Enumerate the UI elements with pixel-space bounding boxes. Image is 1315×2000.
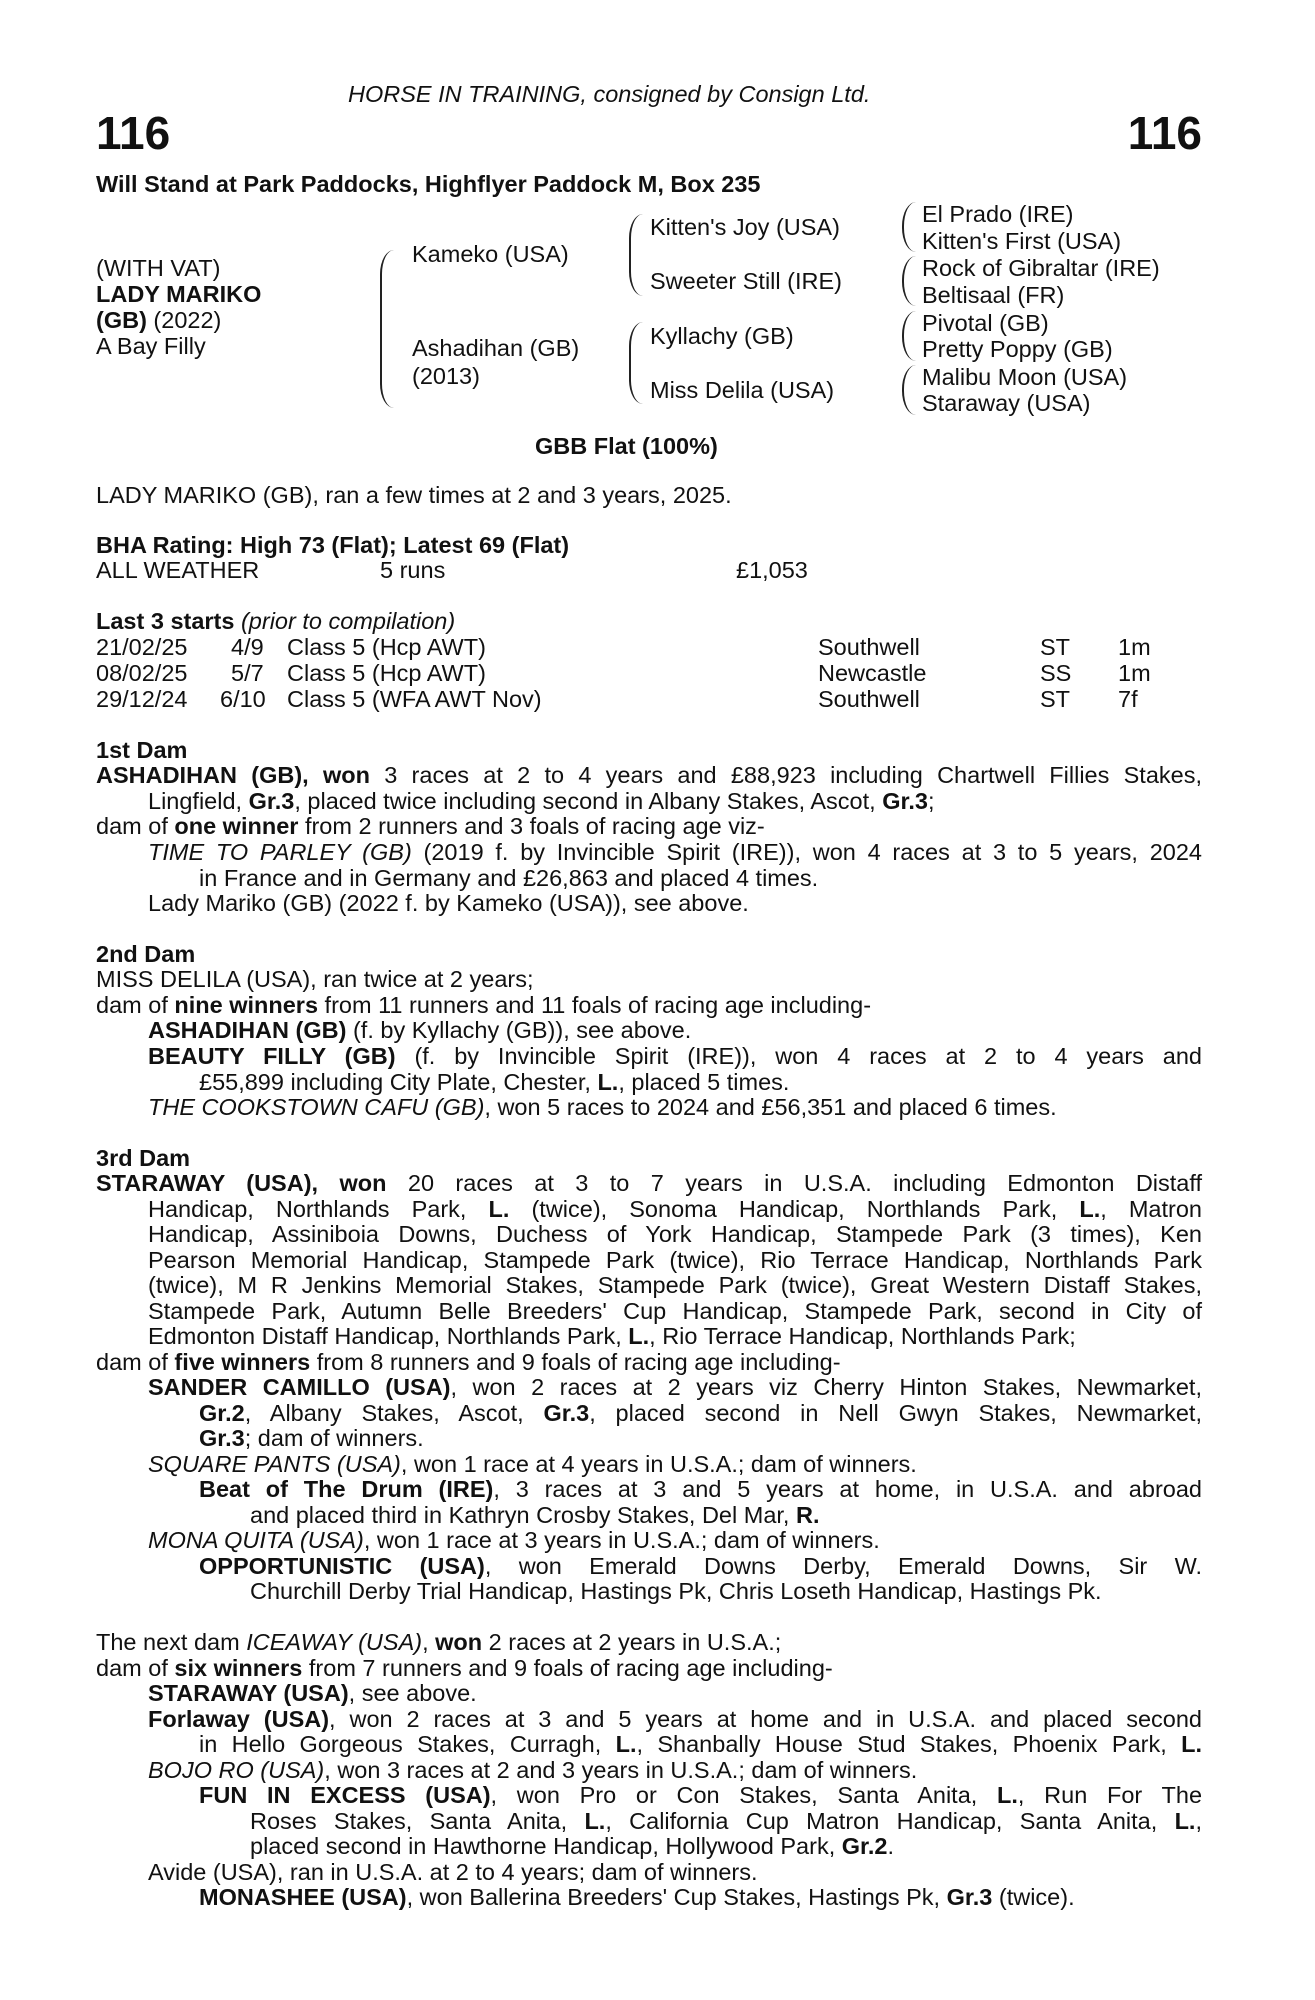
third-dam-line: Handicap, Northlands Park, L. (twice), Sonoma Handicap, Northlands Park, L., Matron bbox=[148, 1196, 1202, 1222]
lot-number-right: 116 bbox=[1127, 107, 1202, 159]
pedigree-gen3-4: Beltisaal (FR) bbox=[922, 282, 1065, 308]
third-dam-produce: OPPORTUNISTIC (USA), won Emerald Downs Derby, Emerald Downs, Sir W. bbox=[199, 1553, 1202, 1579]
next-dam-line: dam of six winners from 7 runners and 9 foals of racing age including- bbox=[96, 1655, 833, 1681]
first-dam-line: ASHADIHAN (GB), won 3 races at 2 to 4 years and £88,923 including Chartwell Fillies Stakes, bbox=[96, 762, 1202, 788]
dam-year: (2013) bbox=[412, 363, 480, 389]
location-line: Will Stand at Park Paddocks, Highflyer Paddock M, Box 235 bbox=[96, 171, 761, 197]
third-dam-produce: Gr.2, Albany Stakes, Ascot, Gr.3, placed second in Nell Gwyn Stakes, Newmarket, bbox=[199, 1400, 1202, 1426]
second-dam-line: dam of nine winners from 11 runners and 11 foals of racing age including- bbox=[96, 992, 872, 1018]
bha-rating: BHA Rating: High 73 (Flat); Latest 69 (Flat) bbox=[96, 532, 570, 558]
third-dam-line: STARAWAY (USA), won 20 races at 3 to 7 years in U.S.A. including Edmonton Distaff bbox=[96, 1170, 1203, 1196]
second-dam-produce: ASHADIHAN (GB) (f. by Kyllachy (GB)), see above. bbox=[148, 1017, 692, 1043]
second-dam-produce: THE COOKSTOWN CAFU (GB), won 5 races to 2024 and £56,351 and placed 6 times. bbox=[148, 1094, 1057, 1120]
third-dam-produce: SANDER CAMILLO (USA), won 2 races at 2 years viz Cherry Hinton Stakes, Newmarket, bbox=[148, 1374, 1202, 1400]
pedigree-gen3-7: Malibu Moon (USA) bbox=[922, 364, 1128, 390]
start-position: 4/9 bbox=[231, 634, 264, 660]
third-dam-line: Handicap, Assiniboia Downs, Duchess of York Handicap, Stampede Park (3 times), Ken bbox=[148, 1221, 1202, 1247]
second-dam-heading: 2nd Dam bbox=[96, 941, 196, 967]
start-position: 6/10 bbox=[220, 686, 266, 712]
brace-gen3-3 bbox=[902, 311, 916, 361]
start-date: 08/02/25 bbox=[96, 660, 188, 686]
rating-surface: ALL WEATHER bbox=[96, 557, 260, 583]
third-dam-line: Stampede Park, Autumn Belle Breeders' Cup Handicap, Stampede Park, second in City of bbox=[148, 1298, 1202, 1324]
brace-gen3-1 bbox=[902, 202, 916, 252]
start-race: Class 5 (WFA AWT Nov) bbox=[287, 686, 542, 712]
horse-origin-year: (GB) (2022) bbox=[96, 307, 222, 333]
pedigree-gen3-3: Rock of Gibraltar (IRE) bbox=[922, 255, 1160, 281]
rating-earnings: £1,053 bbox=[736, 557, 808, 583]
horse-description: A Bay Filly bbox=[96, 333, 206, 359]
start-date: 29/12/24 bbox=[96, 686, 188, 712]
pedigree-gen3-6: Pretty Poppy (GB) bbox=[922, 336, 1113, 362]
brace-sire-dam bbox=[380, 250, 394, 408]
first-dam-heading: 1st Dam bbox=[96, 737, 188, 763]
race-summary: LADY MARIKO (GB), ran a few times at 2 and 3 years, 2025. bbox=[96, 482, 732, 508]
start-distance: 1m bbox=[1118, 660, 1151, 686]
brace-sire-parents bbox=[629, 214, 643, 296]
horse-name: LADY MARIKO bbox=[96, 281, 262, 307]
brace-dam-parents bbox=[629, 322, 643, 404]
third-dam-line: Edmonton Distaff Handicap, Northlands Park, L., Rio Terrace Handicap, Northlands Park; bbox=[148, 1323, 1076, 1349]
brace-gen3-4 bbox=[902, 365, 916, 415]
third-dam-produce: SQUARE PANTS (USA), won 1 race at 4 years in U.S.A.; dam of winners. bbox=[148, 1451, 917, 1477]
second-dam-line: MISS DELILA (USA), ran twice at 2 years; bbox=[96, 966, 534, 992]
start-course: Southwell bbox=[818, 634, 920, 660]
second-dam-produce: £55,899 including City Plate, Chester, L., placed 5 times. bbox=[199, 1069, 790, 1095]
start-date: 21/02/25 bbox=[96, 634, 188, 660]
third-dam-produce: Gr.3; dam of winners. bbox=[199, 1425, 424, 1451]
pedigree-gen2-3: Kyllachy (GB) bbox=[650, 323, 794, 349]
first-dam-produce: Lady Mariko (GB) (2022 f. by Kameko (USA)), see above. bbox=[148, 890, 749, 916]
start-going: SS bbox=[1040, 660, 1072, 686]
third-dam-heading: 3rd Dam bbox=[96, 1145, 191, 1171]
next-dam-produce: in Hello Gorgeous Stakes, Curragh, L., Shanbally House Stud Stakes, Phoenix Park, L. bbox=[199, 1731, 1202, 1757]
vat-label: (WITH VAT) bbox=[96, 255, 221, 281]
start-course: Southwell bbox=[818, 686, 920, 712]
dam: Ashadihan (GB) bbox=[412, 335, 580, 361]
start-race: Class 5 (Hcp AWT) bbox=[287, 634, 486, 660]
third-dam-line: Pearson Memorial Handicap, Stampede Park (twice), Rio Terrace Handicap, Northlands Park bbox=[148, 1247, 1202, 1273]
next-dam-produce: STARAWAY (USA), see above. bbox=[148, 1680, 477, 1706]
start-going: ST bbox=[1040, 686, 1071, 712]
start-course: Newcastle bbox=[818, 660, 927, 686]
brace-gen3-2 bbox=[902, 256, 916, 306]
next-dam-produce: MONASHEE (USA), won Ballerina Breeders' Cup Stakes, Hastings Pk, Gr.3 (twice). bbox=[199, 1884, 1075, 1910]
consignor-line: HORSE IN TRAINING, consigned by Consign Ltd. bbox=[348, 81, 871, 107]
pedigree-gen2-1: Kitten's Joy (USA) bbox=[650, 214, 840, 240]
pedigree-gen3-8: Staraway (USA) bbox=[922, 390, 1091, 416]
start-distance: 1m bbox=[1118, 634, 1151, 660]
third-dam-produce: Beat of The Drum (IRE), 3 races at 3 and 5 years at home, in U.S.A. and abroad bbox=[199, 1476, 1202, 1502]
next-dam-line: The next dam ICEAWAY (USA), won 2 races at 2 years in U.S.A.; bbox=[96, 1629, 782, 1655]
third-dam-produce: Churchill Derby Trial Handicap, Hastings Pk, Chris Loseth Handicap, Hastings Pk. bbox=[250, 1578, 1102, 1604]
start-going: ST bbox=[1040, 634, 1071, 660]
start-position: 5/7 bbox=[231, 660, 264, 686]
pedigree-gen2-4: Miss Delila (USA) bbox=[650, 377, 835, 403]
next-dam-produce: Forlaway (USA), won 2 races at 3 and 5 years at home and in U.S.A. and placed second bbox=[148, 1706, 1203, 1732]
next-dam-produce: BOJO RO (USA), won 3 races at 2 and 3 years in U.S.A.; dam of winners. bbox=[148, 1757, 918, 1783]
next-dam-produce: FUN IN EXCESS (USA), won Pro or Con Stakes, Santa Anita, L., Run For The bbox=[199, 1782, 1203, 1808]
third-dam-line: (twice), M R Jenkins Memorial Stakes, Stampede Park (twice), Great Western Distaff Stakes, bbox=[148, 1272, 1202, 1298]
third-dam-produce: MONA QUITA (USA), won 1 race at 3 years in U.S.A.; dam of winners. bbox=[148, 1527, 880, 1553]
third-dam-line: dam of five winners from 8 runners and 9 foals of racing age including- bbox=[96, 1349, 841, 1375]
rating-runs: 5 runs bbox=[380, 557, 446, 583]
gbb-line: GBB Flat (100%) bbox=[535, 433, 718, 459]
start-race: Class 5 (Hcp AWT) bbox=[287, 660, 486, 686]
first-dam-produce: in France and in Germany and £26,863 and placed 4 times. bbox=[199, 865, 819, 891]
next-dam-produce: Avide (USA), ran in U.S.A. at 2 to 4 years; dam of winners. bbox=[148, 1859, 758, 1885]
last-starts-heading: Last 3 starts (prior to compilation) bbox=[96, 608, 456, 634]
pedigree-gen3-5: Pivotal (GB) bbox=[922, 310, 1049, 336]
pedigree-gen3-2: Kitten's First (USA) bbox=[922, 228, 1122, 254]
first-dam-line: dam of one winner from 2 runners and 3 foals of racing age viz- bbox=[96, 813, 765, 839]
first-dam-produce: TIME TO PARLEY (GB) (2019 f. by Invincible Spirit (IRE)), won 4 races at 3 to 5 years, 2024 bbox=[148, 839, 1202, 865]
start-distance: 7f bbox=[1118, 686, 1138, 712]
next-dam-produce: Roses Stakes, Santa Anita, L., California Cup Matron Handicap, Santa Anita, L., bbox=[250, 1808, 1202, 1834]
pedigree-gen3-1: El Prado (IRE) bbox=[922, 201, 1074, 227]
pedigree-gen2-2: Sweeter Still (IRE) bbox=[650, 268, 842, 294]
lot-number-left: 116 bbox=[96, 107, 171, 159]
first-dam-line: Lingfield, Gr.3, placed twice including second in Albany Stakes, Ascot, Gr.3; bbox=[148, 788, 935, 814]
third-dam-produce: and placed third in Kathryn Crosby Stakes, Del Mar, R. bbox=[250, 1502, 820, 1528]
next-dam-produce: placed second in Hawthorne Handicap, Hollywood Park, Gr.2. bbox=[250, 1833, 895, 1859]
second-dam-produce: BEAUTY FILLY (GB) (f. by Invincible Spirit (IRE)), won 4 races at 2 to 4 years and bbox=[148, 1043, 1202, 1069]
sire: Kameko (USA) bbox=[412, 241, 569, 267]
